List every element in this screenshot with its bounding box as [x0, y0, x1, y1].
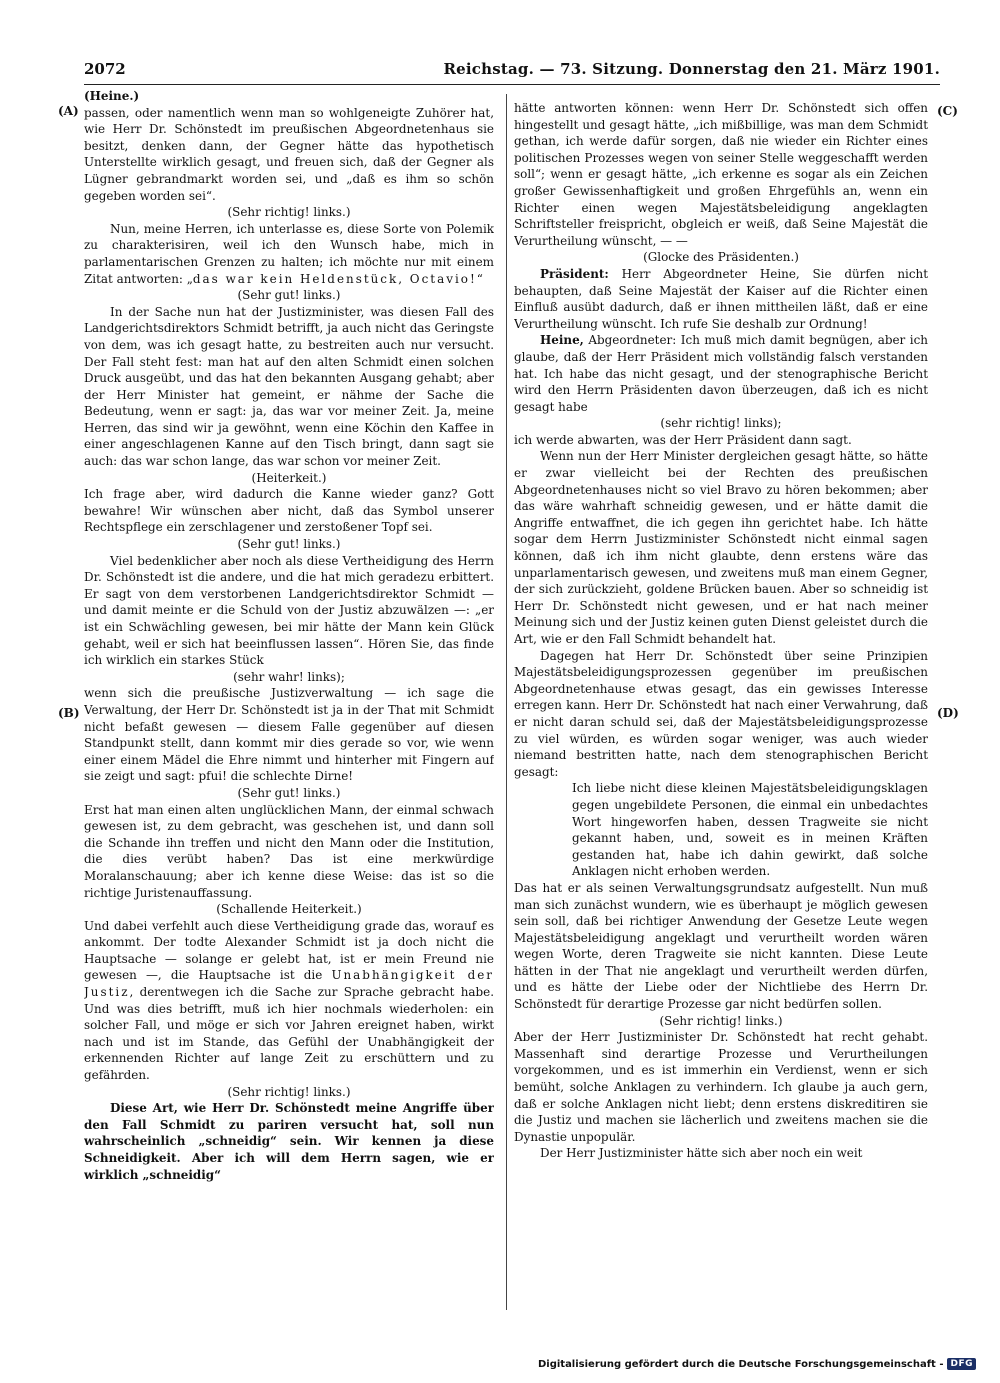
paragraph: Dagegen hat Herr Dr. Schönstedt über seine Prinzipien Majestätsbeleidigungsprozessen gegenüber im preußischen Abgeordnetenhause etwas gesagt, das ein gewisses Interesse erregen kann. Herr Dr. Schönstedt hat nach einer Verwahrung, daß er nicht daran schuld sei, daß der Majestätsbeleidigungsprozesse zu viel würden, es würden sogar weniger, was auch wieder niemand bestritten hatte, nach dem stenographischen Bericht gesagt:: [514, 648, 928, 779]
reaction: (Sehr richtig! links.): [227, 1084, 351, 1099]
paragraph: Und dabei verfehlt auch diese Vertheidigung grade das, worauf es ankommt. Der todte Alexander Schmidt ist ja doch nicht die Hauptsache — solange er gelebt hat, ist er mein Freund nie gewesen —, die Hauptsache ist die Unabhängigkeit der Justiz, derentwegen ich die Sache zur Sprache gebracht habe. Und was dies betrifft, muß ich hier nochmals wiederholen: ein solcher Fall, und möge er sich vor Jahren ereignet haben, wirkt nach und ist im Stande, das Gefühl der Unabhängigkeit der erkennenden Richter auf lange Zeit zu erschüttern und zu gefährden.: [84, 918, 494, 1083]
paragraph: Das hat er als seinen Verwaltungsgrundsatz aufgestellt. Nun muß man sich zunächst wundern, wie es überhaupt je möglich gewesen sein soll, daß bei richtiger Anwendung der Gesetze Leute wegen Majestätsbeleidigung angeklagt und verurtheilt worden wären wegen Worte, deren Tragweite sie nicht kannten. Diese Leute hätten in der That nie angeklagt und verurtheilt werden dürfen, und es hätte der Liebe oder der Nichtliebe des Herrn Dr. Schönstedt für derartige Prozesse gar nicht bedürfen sollen.: [514, 880, 928, 1012]
digitization-credit: [538, 1358, 976, 1370]
paragraph: Nun, meine Herren, ich unterlasse es, diese Sorte von Polemik zu charakterisiren, weil ich den Wunsch habe, mich in parlamentarischen Grenzen zu halten; ich möchte nur mit einem Zitat antworten: „das war kein Heldenstück, Octavio!“: [84, 221, 494, 286]
reaction: (Sehr gut! links.): [237, 785, 341, 800]
reaction: (Sehr gut! links.): [237, 537, 341, 552]
paragraph: Diese Art, wie Herr Dr. Schönstedt meine Angriffe über den Fall Schmidt zu pariren versucht hat, soll nun wahrscheinlich „schneidig“ sein. Wir kennen ja diese Schneidigkeit. Aber ich will dem Herrn sagen, wie er wirklich „schneidig“: [84, 1101, 494, 1182]
paragraph: Erst hat man einen alten unglücklichen Mann, der einmal schwach gewesen ist, zu dem gebracht, was geschehen ist, und dann soll die Schande ihn treffen und nicht den Mann oder die Institution, die dies verübt haben? Das ist eine merkwürdige Moralanschauung; aber ich kenne diese Weise: das ist so die richtige Juristenauffassung.: [84, 802, 494, 900]
margin-mark-a: (A): [58, 104, 79, 118]
reaction: (sehr wahr! links);: [233, 669, 345, 684]
paragraph: hätte antworten können: wenn Herr Dr. Schönstedt sich offen hingestellt und gesagt hätte, „ich mißbillige, was man dem Schmidt gethan, ich werde dafür sorgen, daß nie wieder ein Richter eines politischen Prozesses wegen von seiner Stelle weggeschafft werden soll“; wenn er gesagt hätte, „ich erkenne es sogar als ein Zeichen großer Gewissenhaftigkeit und großen Ehrgefühls an, wenn ein Richter einen wegen Majestätsbeleidigung angeklagten Schriftsteller freispricht, obgleich er weiß, daß Seine Majestät die Verurtheilung wünscht, — —: [514, 101, 928, 248]
running-title: Reichstag. — 73. Sitzung. Donnerstag den 21. März 1901.: [443, 60, 940, 78]
reaction: (Sehr richtig! links.): [659, 1013, 783, 1028]
left-column: [84, 88, 494, 1312]
reaction: (Glocke des Präsidenten.): [643, 250, 799, 265]
paragraph: In der Sache nun hat der Justizminister, was diesen Fall des Landgerichtsdirektors Schmidt betrifft, ja auch nicht das Geringste von dem, was ich gesagt hatte, zu bestreiten auch nur versucht. Der Fall steht fest: man hat auf den alten Schmidt einen solchen Druck ausgeübt, und das hat den bekannten Ausgang gehabt; aber der Herr Minister hat gemeint, er nähme der Sache die Bedeutung, wenn er sagt: ja, das war vor meiner Zeit. Ja, meine Herren, das sind wir ja gewöhnt, wenn eine Köchin den Kaffee in einer angeschlagenen Kanne auf den Tisch bringt, dann sagt sie auch: das war schon lange, das war schon vor meiner Zeit.: [84, 304, 494, 469]
paragraph: Präsident: Herr Abgeordneter Heine, Sie dürfen nicht behaupten, daß Seine Majestät der Kaiser auf die Richter einen Einfluß ausübt dadurch, daß er ihnen mittheilen läßt, daß er eine Verurtheilung wünscht. Ich rufe Sie deshalb zur Ordnung!: [514, 266, 928, 331]
paragraph: Viel bedenklicher aber noch als diese Vertheidigung des Herrn Dr. Schönstedt ist die andere, und die hat mich geradezu erbittert. Er sagt von dem verstorbenen Landgerichtsdirektor Schmidt — und damit meinte er die Schuld von der Justiz abzuwälzen —: „er ist ein Schwächling gewesen, bei mir hätte der Mann kein Glück gehabt, weil er sich hat beeinflussen lassen“. Hören Sie, das finde ich wirklich ein starkes Stück: [84, 553, 494, 668]
reaction: (sehr richtig! links);: [660, 416, 782, 431]
paragraph: Heine, Abgeordneter: Ich muß mich damit begnügen, aber ich glaube, daß der Herr Präsident mich vollständig falsch verstanden hat. Ich habe das nicht gesagt, und der stenographische Bericht wird den Herrn Präsidenten davon überzeugen, daß ich es nicht gesagt habe: [514, 333, 928, 414]
paragraph: wenn sich die preußische Justizverwaltung — ich sage die Verwaltung, der Herr Dr. Schönstedt ist ja in der That mit Schmidt nicht befaßt gewesen — diesem Falle gegenüber auf diesen Standpunkt stellt, dann kommt mir dies gerade so vor, wie wenn einer einem Mädel die Ehre nimmt und hinterher mit Fingern auf sie zeigt und sagt: pfui! die schlechte Dirne!: [84, 686, 494, 784]
column-divider: [506, 94, 507, 1310]
spaced-quote: das war kein Heldenstück, Octavio!: [192, 271, 477, 286]
reaction: (Sehr richtig! links.): [227, 205, 351, 220]
block-quote: Ich liebe nicht diese kleinen Majestätsbeleidigungsklagen gegen ungebildete Personen, die einmal ein unbedachtes Wort hingeworfen haben, dessen Tragweite sie nicht gekannt haben, und, soweit es in meinen Kräften gestanden hat, habe ich dahin gewirkt, daß solche Anklagen nicht erhoben werden.: [572, 781, 928, 879]
page-header: [84, 60, 940, 84]
reaction: (Heiterkeit.): [251, 470, 327, 485]
paragraph: Ich frage aber, wird dadurch die Kanne wieder ganz? Gott bewahre! Wir wünschen aber nicht, daß das Symbol unserer Rechtspflege ein zerschlagener und zerstoßener Topf sei.: [84, 487, 494, 535]
paragraph: Aber der Herr Justizminister Dr. Schönstedt hat recht gehabt. Massenhaft sind derartige Prozesse und Verurtheilungen vorgekommen, und es ist immerhin ein Verdienst, wenn er sich bemüht, solche Anklagen zu verhindern. Ich glaube ja auch gern, daß er solche Anklagen nicht liebt; denn erstens diskreditiren sie die Justiz und machen sie lächerlich und zweitens machen sie die Dynastie unpopulär.: [514, 1030, 928, 1144]
speaker-label: Präsident:: [540, 266, 609, 281]
speaker-label: Heine,: [540, 333, 584, 348]
page-number: 2072: [84, 60, 126, 78]
dfg-logo-icon: DFG: [947, 1358, 976, 1370]
margin-mark-c: (C): [937, 104, 958, 118]
margin-mark-d: (D): [937, 706, 959, 720]
right-column: [514, 100, 928, 1324]
reaction: (Schallende Heiterkeit.): [216, 902, 362, 917]
speaker-label: (Heine.): [84, 89, 140, 103]
paragraph: Wenn nun der Herr Minister dergleichen gesagt hätte, so hätte er zwar vielleicht bei der Rechten des preußischen Abgeordnetenhauses nicht so viel Bravo zu hören bekommen; aber das wäre wahrhaft schneidig gewesen, und er hätte damit die Angriffe entwaffnet, die ich gegen ihn gerichtet habe. Ich hätte sogar dem Herrn Justizminister Schönstedt nicht einmal sagen können, daß ich ihm nicht glaubte, denn erstens wäre das unparlamentarisch gewesen, und zweitens muß man einem Gegner, der sich zurückzieht, goldene Brücken bauen. Aber so schneidig ist Herr Dr. Schönstedt nicht gewesen, und er hat nach meiner Meinung sich und der Justiz keinen guten Dienst geleistet durch die Art, wie er den Fall Schmidt behandelt hat.: [514, 449, 928, 646]
reaction: (Sehr gut! links.): [237, 288, 341, 303]
paragraph: Der Herr Justizminister hätte sich aber noch ein weit: [540, 1146, 863, 1161]
margin-mark-b: (B): [58, 706, 80, 720]
paragraph: passen, oder namentlich wenn man so wohlgeneigte Zuhörer hat, wie Herr Dr. Schönstedt im preußischen Abgeordnetenhaus sie besitzt, denken dann, der Gegner hätte das hypothetisch Unterstellte wirklich gesagt, und freuen sich, daß der Gegner als Lügner gebrandmarkt worden sei, und „daß es ihm so schön gegeben worden sei“.: [84, 105, 494, 203]
paragraph: ich werde abwarten, was der Herr Präsident dann sagt.: [514, 432, 852, 447]
credit-text: Digitalisierung gefördert durch die Deutsche Forschungsgemeinschaft -: [537, 1358, 944, 1370]
spaced-emphasis: Unabhängigkeit der Justiz: [84, 968, 494, 1000]
header-rule: [84, 84, 940, 85]
